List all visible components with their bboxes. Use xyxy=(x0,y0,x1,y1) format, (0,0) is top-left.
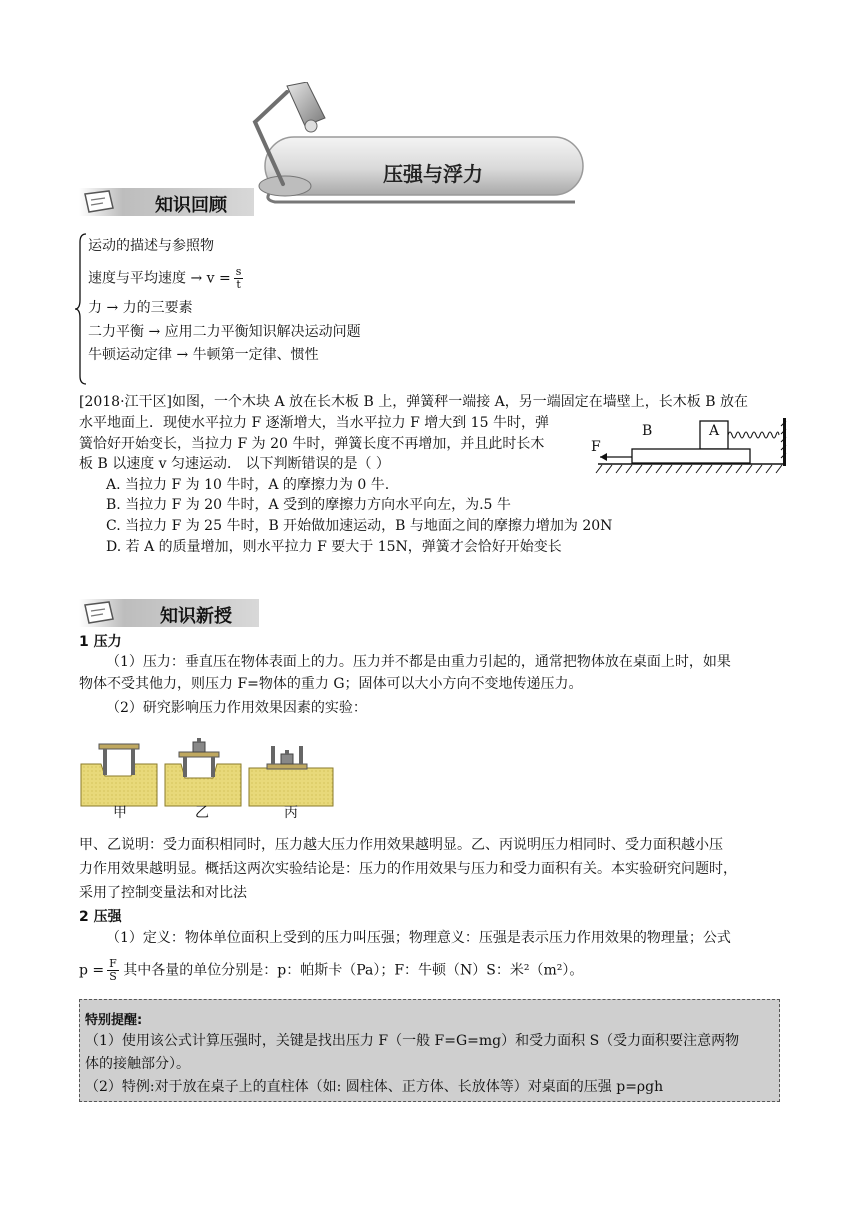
section-2-title: 2 压强 xyxy=(79,909,122,925)
brace-item-speed xyxy=(88,266,243,291)
tip-title: 特别提醒: xyxy=(85,1013,143,1028)
s2-paragraph-1-line-2: 其中各量的单位分别是：p：帕斯卡（Pa）；F：牛顿（N）S：米²（m²）。 xyxy=(123,962,584,979)
s1-paragraph-3-line-1: 甲、乙说明：受力面积相同时，压力越大压力作用效果越明显。乙、丙说明压力相同时、受力面积越小压 xyxy=(79,837,723,853)
s1-paragraph-3-line-2: 力作用效果越明显。概括这两次实验结论是：压力的作用效果与压力和受力面积有关。本实验研究问题时， xyxy=(79,861,737,877)
figure-label-yi: 乙 xyxy=(195,805,209,821)
brace-item-newton-label: 牛顿运动定律 xyxy=(88,347,172,363)
arrow-icon: → xyxy=(172,347,193,363)
option-b: B. 当拉力 F 为 20 牛时，A 受到的摩擦力方向水平向左，为.5 牛 xyxy=(106,497,511,513)
newton-rhs: 牛顿第一定律、惯性 xyxy=(192,347,319,363)
brace-item-force-label: 力 xyxy=(88,300,102,316)
speed-fraction xyxy=(234,266,244,291)
s1-paragraph-1-line-2: 物体不受其他力，则压力 F=物体的重力 G；固体可以大小方向不变地传递压力。 xyxy=(79,676,583,692)
brace-item-motion: 运动的描述与参照物 xyxy=(88,238,214,254)
question-line-2: 水平地面上．现使水平拉力 F 逐渐增大，当水平拉力 F 增大到 15 牛时，弹 xyxy=(79,415,549,431)
tip-line-1: （1）使用该公式计算压强时，关键是找出压力 F（一般 F=G=mg）和受力面积 S（受力面积要注意两物 xyxy=(85,1033,740,1049)
figure-label-a: A xyxy=(709,423,720,439)
question-line-3: 簧恰好开始变长，当拉力 F 为 20 牛时，弹簧长度不再增加，并且此时长木 xyxy=(79,436,545,452)
option-c: C. 当拉力 F 为 25 牛时，B 开始做加速运动，B 与地面之间的摩擦力增加为 20N xyxy=(106,518,613,534)
brace-item-force xyxy=(88,298,193,319)
figure-label-jia: 甲 xyxy=(113,805,127,821)
pressure-formula-lhs: p = xyxy=(79,962,105,979)
review-heading: 知识回顾 xyxy=(155,195,227,216)
arrow-icon: → xyxy=(144,324,165,340)
pressure-denominator: S xyxy=(109,970,117,983)
spring-block-figure xyxy=(588,413,788,475)
figure-label-bing: 丙 xyxy=(284,805,298,821)
s2-paragraph-1-line-1: （1）定义：物体单位面积上受到的压力叫压强；物理意义：压强是表示压力作用效果的物理量；公式 xyxy=(106,930,731,946)
brace-icon xyxy=(74,232,88,386)
option-a: A. 当拉力 F 为 10 牛时，A 的摩擦力为 0 牛. xyxy=(106,477,390,493)
s2-formula-line xyxy=(79,958,583,983)
question-line-4: 板 B 以速度 v 匀速运动． 以下判断错误的是（ ） xyxy=(79,456,390,472)
figure-label-b: B xyxy=(642,423,653,439)
question-line-1: [2018·江干区]如图，一个木块 A 放在长木板 B 上，弹簧秤一端接 A，另一端固定在墙壁上，长木板 B 放在 xyxy=(79,394,748,410)
balance-rhs: 应用二力平衡知识解决运动问题 xyxy=(164,324,361,340)
force-rhs: 力的三要素 xyxy=(122,300,193,316)
speed-formula-lhs: v = xyxy=(206,270,231,287)
tip-line-2: 体的接触部分）。 xyxy=(85,1056,190,1072)
new-heading: 知识新授 xyxy=(160,606,232,627)
pressure-numerator: F xyxy=(109,957,117,970)
figure-label-f: F xyxy=(591,439,601,455)
brace-item-speed-label: 速度与平均速度 xyxy=(88,270,186,287)
option-d: D. 若 A 的质量增加，则水平拉力 F 要大于 15N，弹簧才会恰好开始变长 xyxy=(106,539,562,555)
brace-item-newton xyxy=(88,345,319,366)
tip-line-3: （2）特例:对于放在桌子上的直柱体（如: 圆柱体、正方体、长放体等）对桌面的压强 p=ρgh xyxy=(85,1079,664,1095)
banner-title: 压强与浮力 xyxy=(383,162,483,186)
s1-paragraph-3-line-3: 采用了控制变量法和对比法 xyxy=(79,885,247,901)
section-1-title: 1 压力 xyxy=(79,634,122,650)
speed-denominator: t xyxy=(236,278,241,291)
pressure-fraction xyxy=(107,958,119,983)
arrow-icon: → xyxy=(102,300,123,316)
speed-numerator: s xyxy=(235,265,242,278)
arrow-icon: → xyxy=(186,270,207,287)
s1-paragraph-2: （2）研究影响压力作用效果因素的实验： xyxy=(106,700,367,716)
s1-paragraph-1-line-1: （1）压力：垂直压在物体表面上的力。压力并不都是由重力引起的，通常把物体放在桌面上时，如果 xyxy=(106,654,731,670)
brace-item-balance-label: 二力平衡 xyxy=(88,324,144,340)
banner-lamp-graphic xyxy=(245,82,590,210)
brace-item-balance xyxy=(88,322,361,343)
